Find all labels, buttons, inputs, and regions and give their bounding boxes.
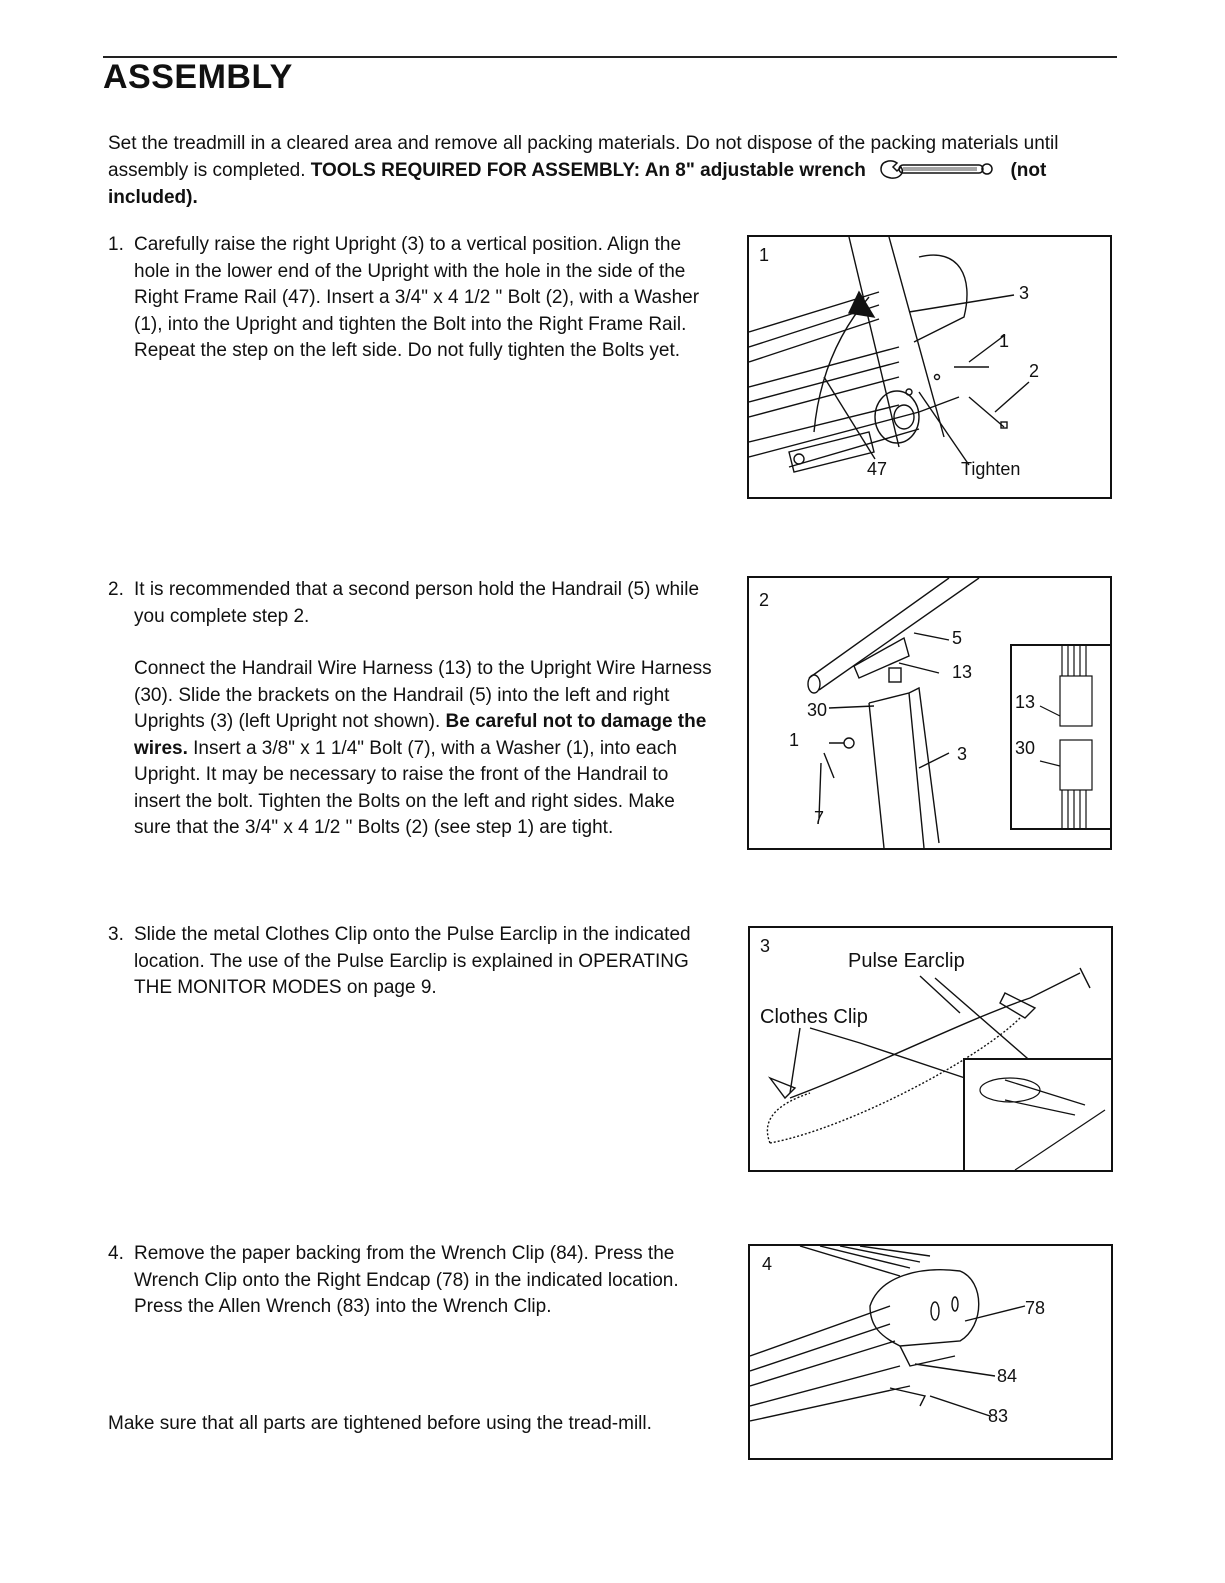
tools-note: (not included). — [108, 160, 1047, 208]
step-number: 3. — [108, 924, 124, 945]
figure-2 — [747, 576, 1112, 850]
step-text: It is recommended that a second person hold the Handrail (5) while you complete step 2. — [134, 579, 700, 627]
part-label-1: 1 — [789, 730, 800, 750]
adjustable-wrench-icon — [877, 158, 997, 180]
step-number: 1. — [108, 234, 124, 255]
part-label-13: 13 — [952, 662, 973, 682]
part-label-2: 2 — [1029, 361, 1040, 381]
step-text: Remove the paper backing from the Wrench Clip (84). Press the Wrench Clip onto the Right Endcap (78) in the indicated location. Press the Allen Wrench (83) into the Wrench Clip. — [134, 1243, 679, 1317]
step-text: Slide the metal Clothes Clip onto the Pulse Earclip in the indicated location. The use of the Pulse Earclip is explained in OPERATING THE MONITOR MODES on page 9. — [134, 924, 691, 998]
closing-note: Make sure that all parts are tightened before using the tread-mill. — [108, 1413, 652, 1434]
tools-required-text: TOOLS REQUIRED FOR ASSEMBLY: An 8" adjustable wrench — [310, 160, 866, 181]
clothes-clip-label: Clothes Clip — [760, 1006, 868, 1028]
inset-label-13: 13 — [1015, 692, 1036, 712]
figure-4 — [748, 1244, 1113, 1460]
part-label-47: 47 — [867, 459, 888, 479]
part-label-83: 83 — [988, 1406, 1009, 1426]
part-label-30: 30 — [807, 700, 828, 720]
figure-number: 4 — [762, 1254, 773, 1274]
part-label-7: 7 — [814, 808, 825, 828]
intro-text: Set the treadmill in a cleared area and remove all packing materials. Do not dispose of the packing materials until assembly is completed. — [108, 133, 1059, 181]
figure-number: 2 — [759, 590, 770, 610]
inset-label-30: 30 — [1015, 738, 1036, 758]
step-number: 2. — [108, 579, 124, 600]
part-label-78: 78 — [1025, 1298, 1046, 1318]
step-text-connect: Connect the Handrail Wire Harness (13) to the Upright Wire Harness (30). Slide the brackets on the Handrail (5) into the left and right Uprights (3) (left Upright not shown). — [134, 658, 712, 732]
figure-1-illustration — [749, 237, 1110, 497]
figure-4-illustration — [750, 1246, 1111, 1458]
step-text-2 — [134, 656, 714, 842]
part-label-3: 3 — [1019, 283, 1030, 303]
pulse-earclip-label: Pulse Earclip — [848, 950, 965, 972]
wire-harness-inset — [1010, 644, 1112, 830]
step-text: Carefully raise the right Upright (3) to a vertical position. Align the hole in the lower end of the Upright with the hole in the side of the Right Frame Rail (47). Insert a 3/4" x 4 1/2 " Bolt (2), with a Washer (1), into the Upright and tighten the Bolt into the Right Frame Rail. Repeat the step on the left side. Do not fully tighten the Bolts yet. — [134, 234, 700, 361]
figure-3 — [748, 926, 1113, 1172]
part-label-84: 84 — [997, 1366, 1018, 1386]
figure-1 — [747, 235, 1112, 499]
part-label-5: 5 — [952, 628, 963, 648]
figure-number: 3 — [760, 936, 771, 956]
step-number: 4. — [108, 1243, 124, 1264]
figure-number: 1 — [759, 245, 770, 265]
clip-detail-inset — [963, 1058, 1113, 1172]
part-label-3: 3 — [957, 744, 968, 764]
intro-paragraph — [108, 130, 1118, 211]
warning-text: Be careful not to damage the wires. — [134, 711, 707, 759]
page-title: ASSEMBLY — [103, 58, 293, 96]
tighten-label: Tighten — [961, 459, 1021, 479]
step-text-continuation: Insert a 3/8" x 1 1/4" Bolt (7), with a Washer (1), into each Upright. It may be necessary to raise the front of the Handrail to insert the bolt. Tighten the Bolts on the left and right sides. Make sure that the 3/4" x 4 1/2 " Bolts (2) (see step 1) are tight. — [134, 737, 677, 838]
part-label-1: 1 — [999, 331, 1010, 351]
